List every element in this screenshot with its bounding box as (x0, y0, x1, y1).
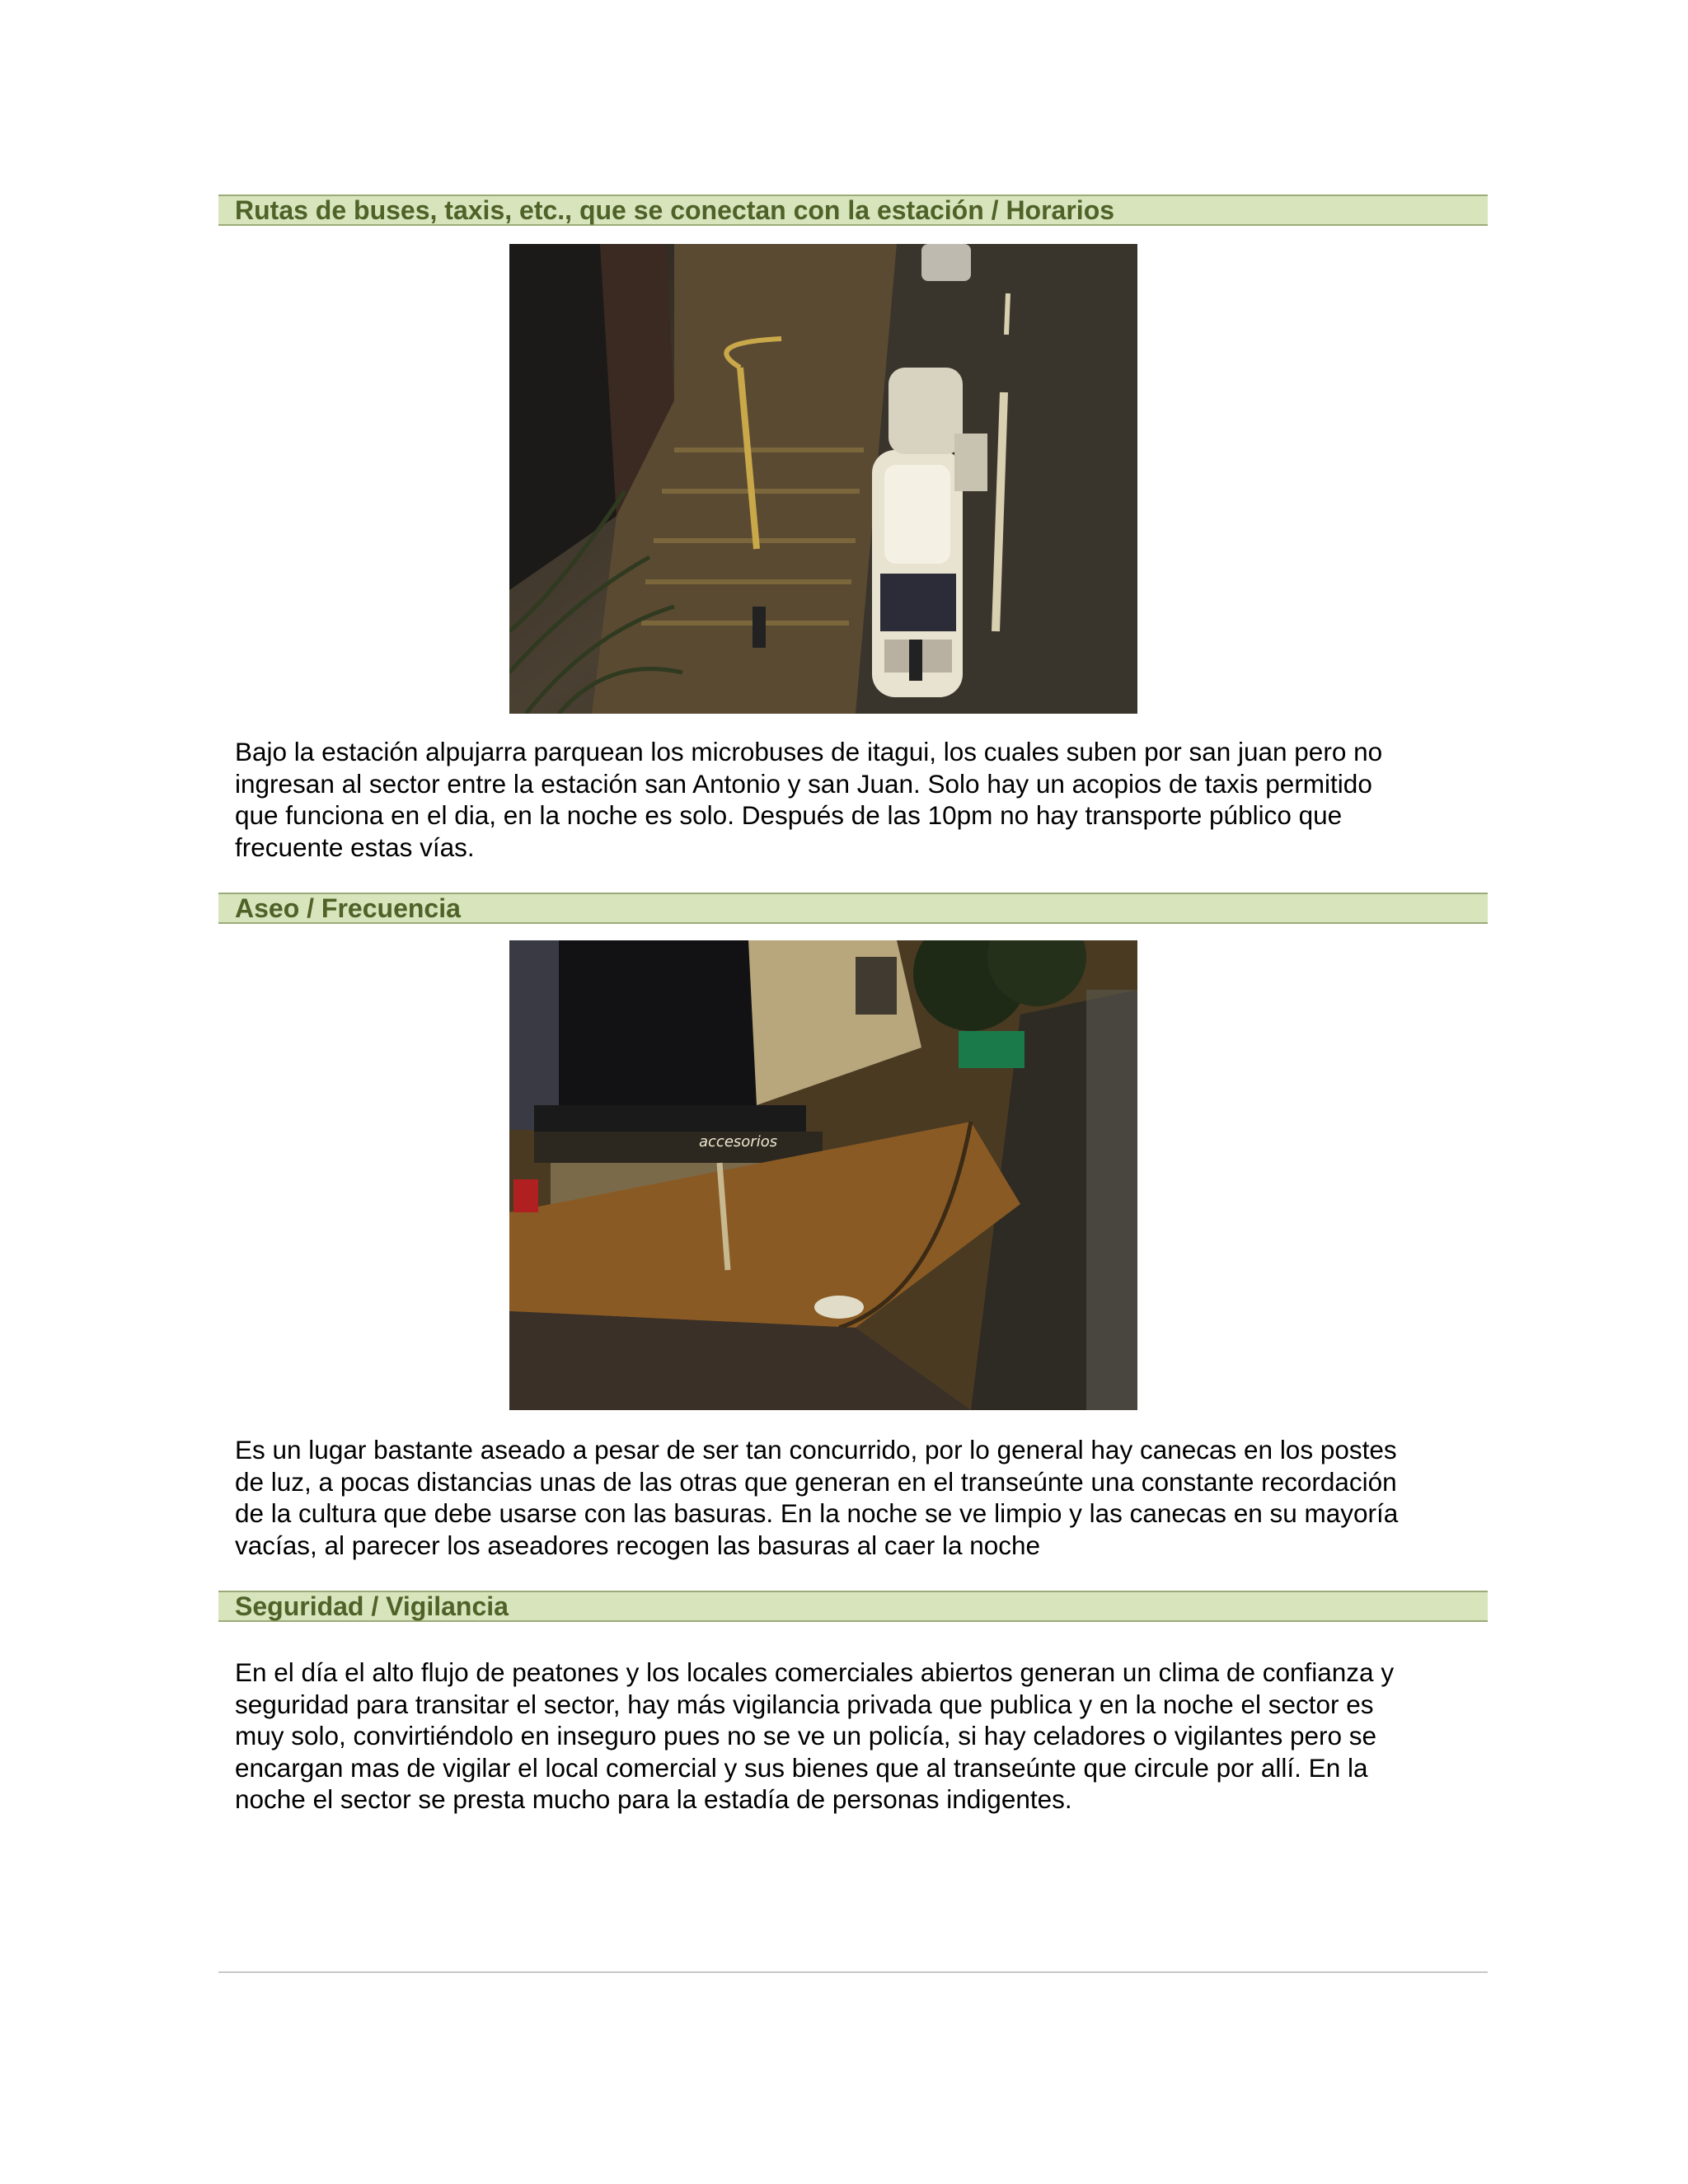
paragraph-rutas: Bajo la estación alpujarra parquean los microbuses de itagui, los cuales suben por san juan pero no ingresan al sector entre la estación san Antonio y san Juan. Solo hay un acopios de taxis permitido que funciona en el dia, en la noche es solo. Después de las 10pm no hay transporte público que frecuente estas vías. (235, 737, 1383, 862)
section-heading-rutas (218, 194, 1488, 226)
shop-sign-text: accesorios (699, 1133, 778, 1151)
section-heading-seguridad (218, 1591, 1488, 1622)
footer-divider (218, 1971, 1488, 1973)
section-heading-aseo (218, 893, 1488, 924)
photo-microbuses (509, 244, 1137, 714)
photo-street-corner (509, 940, 1137, 1410)
section-heading-text: Rutas de buses, taxis, etc., que se conectan con la estación / Horarios (235, 195, 1115, 225)
paragraph-seguridad: En el día el alto flujo de peatones y los locales comerciales abiertos generan un clima de confianza y seguridad para transitar el sector, hay más vigilancia privada que publica y en la noche el sector es muy solo, convirtiéndolo en inseguro pues no se ve un policía, si hay celadores o vigilantes pero se encargan mas de vigilar el local comercial y sus bienes que al transeúnte que circule por allí. En la noche el sector se presta mucho para la estadía de personas indigentes. (235, 1657, 1395, 1814)
paragraph-aseo: Es un lugar bastante aseado a pesar de ser tan concurrido, por lo general hay canecas en los postes de luz, a pocas distancias unas de las otras que generan en el transeúnte una constante recordación de la cultura que debe usarse con las basuras. En la noche se ve limpio y las canecas en su mayoría vacías, al parecer los aseadores recogen las basuras al caer la noche (235, 1435, 1399, 1560)
section-heading-text: Seguridad / Vigilancia (235, 1591, 509, 1621)
section-heading-text: Aseo / Frecuencia (235, 893, 461, 923)
